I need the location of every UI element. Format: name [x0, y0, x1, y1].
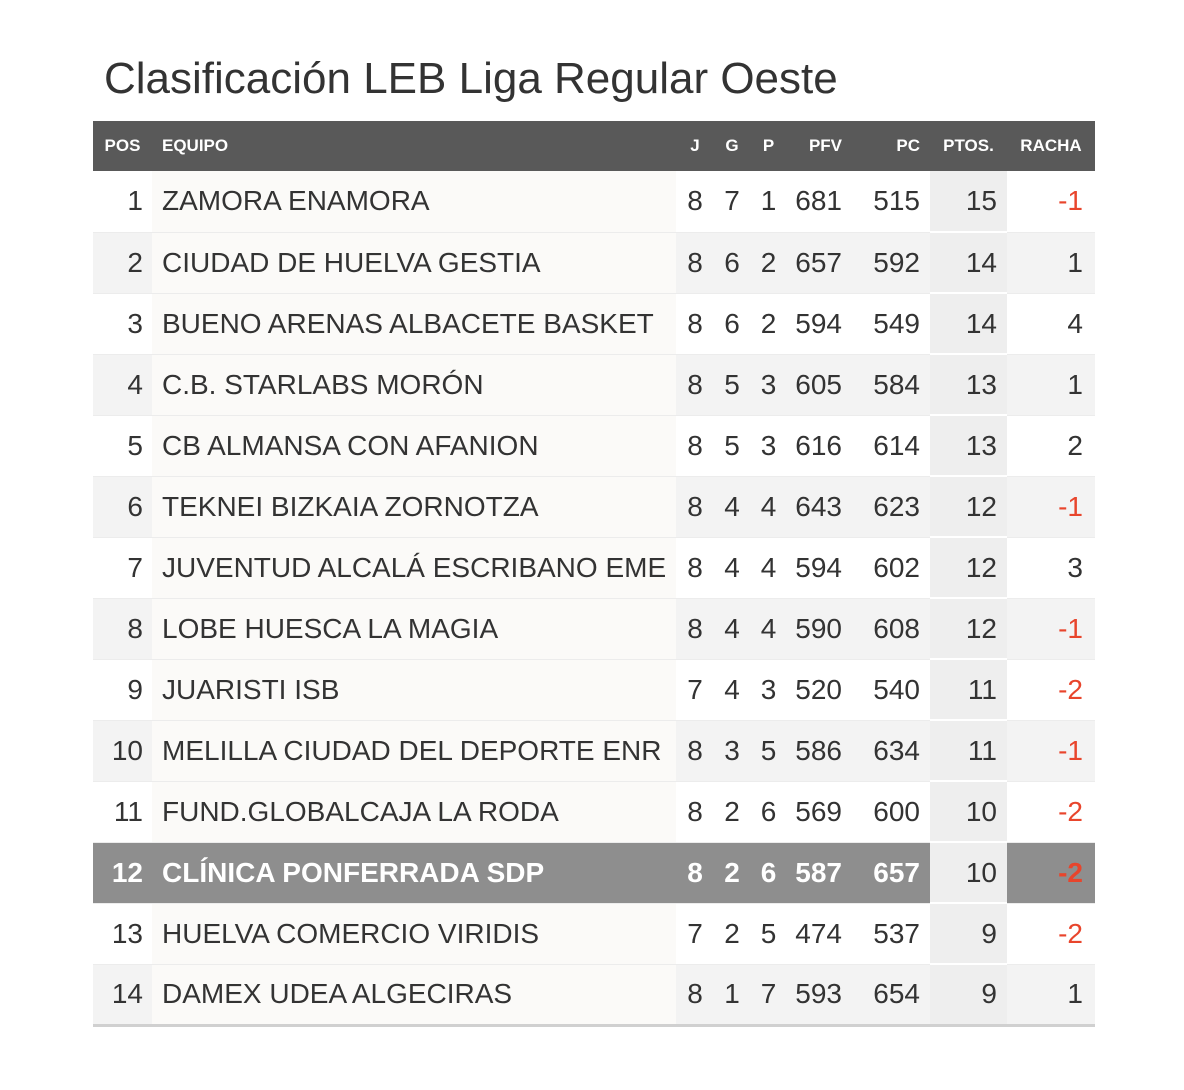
cell-team-name[interactable]: ZAMORA ENAMORA	[152, 171, 676, 232]
cell-streak: 1	[1007, 964, 1095, 1025]
cell-points-for: 657	[787, 232, 848, 293]
cell-won: 2	[714, 842, 750, 903]
cell-played: 7	[676, 659, 714, 720]
cell-points-against: 602	[848, 537, 930, 598]
cell-position: 10	[93, 720, 152, 781]
cell-position: 14	[93, 964, 152, 1025]
cell-points-against: 584	[848, 354, 930, 415]
cell-points: 11	[930, 720, 1007, 781]
cell-played: 8	[676, 232, 714, 293]
cell-streak: -1	[1007, 598, 1095, 659]
cell-won: 5	[714, 354, 750, 415]
cell-played: 8	[676, 842, 714, 903]
cell-points-for: 590	[787, 598, 848, 659]
cell-points: 14	[930, 232, 1007, 293]
table-row[interactable]	[93, 659, 1095, 720]
cell-played: 8	[676, 476, 714, 537]
cell-points-against: 654	[848, 964, 930, 1025]
cell-points: 15	[930, 171, 1007, 232]
cell-points-against: 592	[848, 232, 930, 293]
cell-position: 6	[93, 476, 152, 537]
cell-points-against: 600	[848, 781, 930, 842]
cell-won: 5	[714, 415, 750, 476]
page-title: Clasificación LEB Liga Regular Oeste	[104, 54, 838, 103]
cell-lost: 4	[750, 476, 787, 537]
cell-lost: 2	[750, 232, 787, 293]
cell-played: 8	[676, 171, 714, 232]
cell-lost: 5	[750, 903, 787, 964]
cell-won: 4	[714, 537, 750, 598]
table-row[interactable]	[93, 781, 1095, 842]
cell-streak: -1	[1007, 171, 1095, 232]
cell-points-for: 681	[787, 171, 848, 232]
cell-team-name[interactable]: TEKNEI BIZKAIA ZORNOTZA	[152, 476, 676, 537]
cell-points: 10	[930, 842, 1007, 903]
cell-points: 9	[930, 964, 1007, 1025]
cell-streak: -2	[1007, 659, 1095, 720]
cell-played: 8	[676, 781, 714, 842]
cell-team-name[interactable]: MELILLA CIUDAD DEL DEPORTE ENR	[152, 720, 676, 781]
cell-lost: 7	[750, 964, 787, 1025]
cell-lost: 6	[750, 781, 787, 842]
header-lost[interactable]: P	[762, 136, 775, 155]
cell-points-for: 616	[787, 415, 848, 476]
cell-lost: 1	[750, 171, 787, 232]
cell-points-against: 614	[848, 415, 930, 476]
cell-played: 7	[676, 903, 714, 964]
cell-lost: 4	[750, 598, 787, 659]
cell-points-for: 643	[787, 476, 848, 537]
cell-points: 14	[930, 293, 1007, 354]
cell-lost: 3	[750, 659, 787, 720]
table-row[interactable]	[93, 476, 1095, 537]
cell-lost: 2	[750, 293, 787, 354]
cell-points-against: 540	[848, 659, 930, 720]
cell-team-name[interactable]: JUVENTUD ALCALÁ ESCRIBANO EME	[152, 537, 676, 598]
table-row[interactable]	[93, 354, 1095, 415]
cell-won: 7	[714, 171, 750, 232]
table-row[interactable]	[93, 964, 1095, 1025]
cell-position: 11	[93, 781, 152, 842]
cell-won: 4	[714, 659, 750, 720]
cell-streak: 4	[1007, 293, 1095, 354]
cell-points-for: 593	[787, 964, 848, 1025]
cell-won: 4	[714, 476, 750, 537]
header-played[interactable]: J	[690, 136, 700, 155]
cell-streak: -2	[1007, 781, 1095, 842]
header-won[interactable]: G	[725, 136, 739, 155]
cell-points: 10	[930, 781, 1007, 842]
cell-points: 12	[930, 537, 1007, 598]
cell-team-name[interactable]: CB ALMANSA CON AFANION	[152, 415, 676, 476]
cell-points-for: 520	[787, 659, 848, 720]
cell-points-against: 515	[848, 171, 930, 232]
cell-played: 8	[676, 964, 714, 1025]
cell-points: 12	[930, 476, 1007, 537]
cell-points: 12	[930, 598, 1007, 659]
cell-position: 12	[93, 842, 152, 903]
cell-points-for: 569	[787, 781, 848, 842]
cell-position: 4	[93, 354, 152, 415]
cell-points-against: 634	[848, 720, 930, 781]
header-team[interactable]: EQUIPO	[162, 136, 229, 155]
cell-streak: 1	[1007, 354, 1095, 415]
cell-streak: -1	[1007, 720, 1095, 781]
cell-team-name[interactable]: CIUDAD DE HUELVA GESTIA	[152, 232, 676, 293]
standings-table	[93, 121, 1095, 1027]
cell-points-against: 623	[848, 476, 930, 537]
cell-points-against: 657	[848, 842, 930, 903]
cell-played: 8	[676, 415, 714, 476]
cell-won: 4	[714, 598, 750, 659]
cell-team-name[interactable]: LOBE HUESCA LA MAGIA	[152, 598, 676, 659]
table-row[interactable]	[93, 232, 1095, 293]
table-row[interactable]	[93, 293, 1095, 354]
cell-position: 13	[93, 903, 152, 964]
cell-streak: 2	[1007, 415, 1095, 476]
header-points-for[interactable]: PFV	[808, 136, 842, 155]
table-row[interactable]	[93, 720, 1095, 781]
cell-points-against: 537	[848, 903, 930, 964]
cell-points-for: 587	[787, 842, 848, 903]
cell-position: 1	[93, 171, 152, 232]
cell-won: 2	[714, 781, 750, 842]
cell-points: 9	[930, 903, 1007, 964]
table-row-highlighted[interactable]	[93, 842, 1095, 903]
cell-streak: 3	[1007, 537, 1095, 598]
cell-points: 13	[930, 415, 1007, 476]
cell-streak: 1	[1007, 232, 1095, 293]
cell-lost: 5	[750, 720, 787, 781]
cell-played: 8	[676, 537, 714, 598]
cell-team-name[interactable]: JUARISTI ISB	[152, 659, 676, 720]
header-pos[interactable]: POS	[104, 136, 141, 155]
cell-played: 8	[676, 720, 714, 781]
cell-won: 1	[714, 964, 750, 1025]
cell-points-for: 586	[787, 720, 848, 781]
cell-team-name[interactable]: CLÍNICA PONFERRADA SDP	[152, 842, 676, 903]
cell-lost: 3	[750, 415, 787, 476]
cell-played: 8	[676, 598, 714, 659]
cell-points-for: 474	[787, 903, 848, 964]
header-points[interactable]: PTOS.	[943, 136, 994, 155]
header-streak[interactable]: RACHA	[1020, 136, 1082, 155]
cell-won: 6	[714, 293, 750, 354]
cell-points: 13	[930, 354, 1007, 415]
cell-points-against: 549	[848, 293, 930, 354]
cell-streak: -2	[1007, 842, 1095, 903]
cell-won: 6	[714, 232, 750, 293]
cell-played: 8	[676, 354, 714, 415]
cell-points-against: 608	[848, 598, 930, 659]
cell-points-for: 594	[787, 293, 848, 354]
cell-team-name[interactable]: DAMEX UDEA ALGECIRAS	[152, 964, 676, 1025]
table-row[interactable]	[93, 171, 1095, 232]
table-row[interactable]	[93, 903, 1095, 964]
cell-lost: 6	[750, 842, 787, 903]
cell-streak: -2	[1007, 903, 1095, 964]
cell-team-name[interactable]: HUELVA COMERCIO VIRIDIS	[152, 903, 676, 964]
table-row[interactable]	[93, 415, 1095, 476]
table-body	[93, 171, 1095, 1025]
cell-team-name[interactable]: FUND.GLOBALCAJA LA RODA	[152, 781, 676, 842]
cell-points-for: 594	[787, 537, 848, 598]
cell-points: 11	[930, 659, 1007, 720]
table-row[interactable]	[93, 537, 1095, 598]
header-points-against[interactable]: PC	[896, 136, 920, 155]
cell-won: 2	[714, 903, 750, 964]
table-row[interactable]	[93, 598, 1095, 659]
cell-lost: 3	[750, 354, 787, 415]
cell-position: 2	[93, 232, 152, 293]
cell-position: 7	[93, 537, 152, 598]
cell-position: 8	[93, 598, 152, 659]
table-header	[93, 121, 1095, 171]
cell-position: 9	[93, 659, 152, 720]
cell-position: 5	[93, 415, 152, 476]
cell-lost: 4	[750, 537, 787, 598]
cell-points-for: 605	[787, 354, 848, 415]
cell-position: 3	[93, 293, 152, 354]
cell-played: 8	[676, 293, 714, 354]
cell-streak: -1	[1007, 476, 1095, 537]
cell-team-name[interactable]: C.B. STARLABS MORÓN	[152, 354, 676, 415]
cell-won: 3	[714, 720, 750, 781]
cell-team-name[interactable]: BUENO ARENAS ALBACETE BASKET	[152, 293, 676, 354]
